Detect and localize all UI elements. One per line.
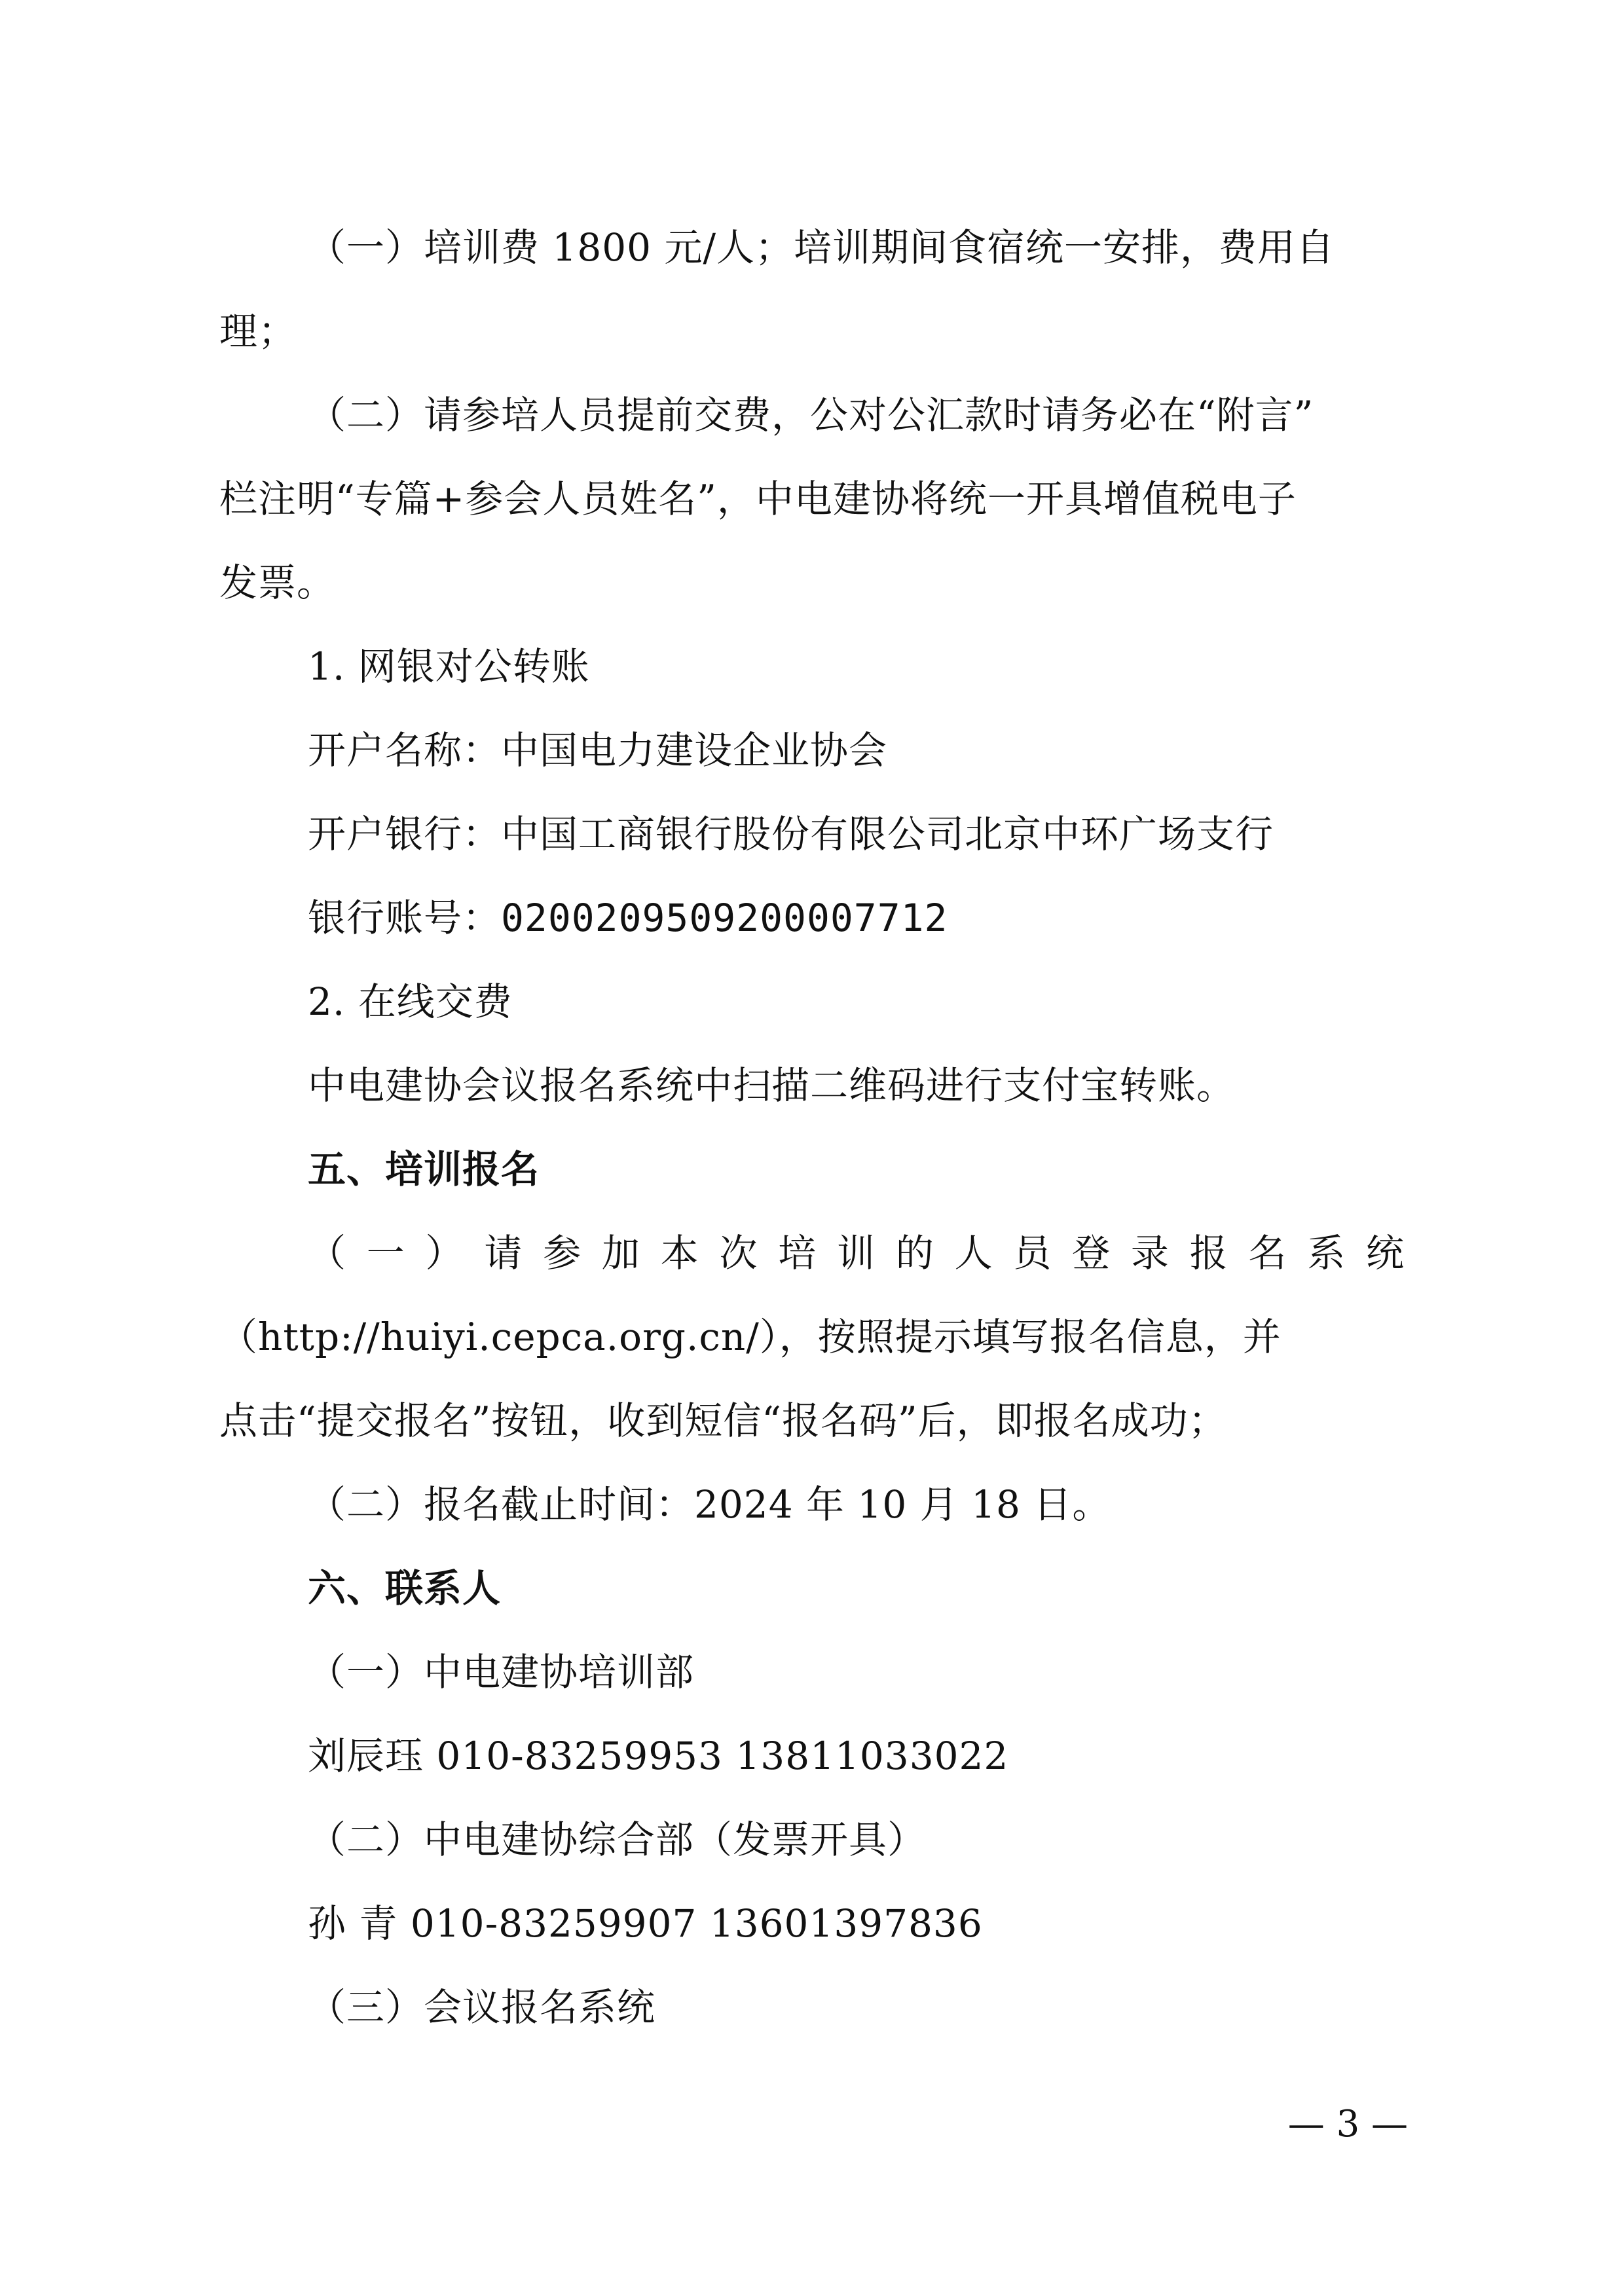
online-payment-text: 中电建协会议报名系统中扫描二维码进行支付宝转账。 (308, 1063, 1236, 1108)
contacts-heading: 六、联系人 (308, 1566, 502, 1611)
fee-line-2: 理； (219, 309, 297, 354)
training-contact: 刘辰珏 010-83259953 13811033022 (308, 1734, 1009, 1778)
registration-heading: 五、培训报名 (308, 1147, 540, 1192)
training-dept: （一）中电建协培训部 (308, 1650, 695, 1694)
general-dept: （二）中电建协综合部（发票开具） (308, 1817, 927, 1862)
bank-name: 开户银行：中国工商银行股份有限公司北京中环广场支行 (308, 812, 1274, 856)
meeting-system: （三）会议报名系统 (308, 1985, 656, 2030)
registration-line-2: （http://huiyi.cepca.org.cn/），按照提示填写报名信息，并 (219, 1315, 1282, 1359)
account-number: 银行账号：0200209509200007712 (308, 896, 948, 940)
remittance-line-2: 栏注明“专篇+参会人员姓名”，中电建协将统一开具增值税电子 (219, 477, 1297, 521)
remittance-line-3: 发票。 (219, 560, 336, 605)
registration-deadline: （二）报名截止时间：2024 年 10 月 18 日。 (308, 1482, 1111, 1527)
general-contact: 孙 青 010-83259907 13601397836 (308, 1901, 983, 1946)
remittance-line-1: （二）请参培人员提前交费，公对公汇款时请务必在“附言” (308, 393, 1314, 437)
registration-line-3: 点击“提交报名”按钮，收到短信“报名码”后，即报名成功； (219, 1398, 1227, 1443)
page-number: — 3 — (1287, 2103, 1408, 2145)
bank-transfer-heading: 1. 网银对公转账 (308, 644, 590, 689)
registration-line-1: （一）请参加本次培训的人员登录报名系统 (308, 1231, 1405, 1275)
online-payment-heading: 2. 在线交费 (308, 979, 513, 1024)
fee-line-1: （一）培训费 1800 元/人；培训期间食宿统一安排，费用自 (308, 225, 1335, 270)
account-name: 开户名称：中国电力建设企业协会 (308, 728, 888, 773)
